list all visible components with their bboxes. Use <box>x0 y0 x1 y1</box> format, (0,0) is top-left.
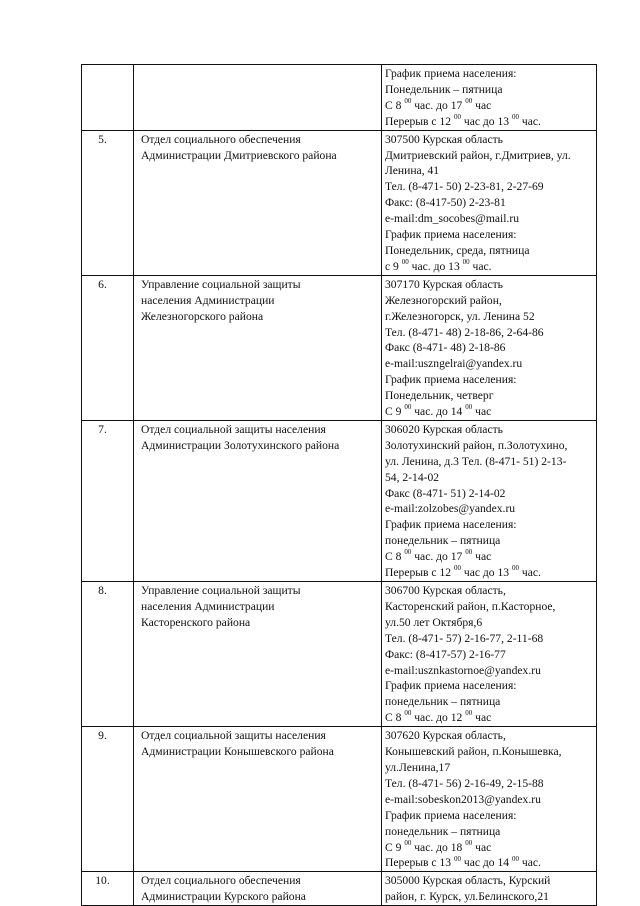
contact-line <box>385 277 593 293</box>
office-contacts <box>382 420 597 581</box>
contact-text: час <box>472 840 492 854</box>
office-name-line: Администрации Конышевского района <box>141 745 334 759</box>
superscript-minutes: 00 <box>404 96 412 105</box>
contact-line <box>385 824 593 840</box>
contact-text: час <box>472 405 492 419</box>
contact-text: час. до 17 <box>411 550 466 564</box>
contact-text: 306700 Курская область, <box>385 584 506 597</box>
office-contacts <box>382 130 597 275</box>
contact-text: Дмитриевский район, г.Дмитриев, ул. <box>385 148 571 162</box>
contact-text: Факс: (8-417-50) 2-23-81 <box>385 196 506 210</box>
contact-line <box>385 792 593 808</box>
contact-text: час до 14 <box>460 856 512 870</box>
contact-text: понедельник – пятница <box>385 824 501 838</box>
offices-table-body <box>82 65 597 906</box>
contact-text: График приема населения: <box>385 808 517 822</box>
contact-text: час. до 18 <box>411 840 466 854</box>
row-number: 6. <box>82 275 134 420</box>
contact-line <box>385 840 593 856</box>
contact-text: ул. Ленина, д.3 Тел. (8-471- 51) 2-13- <box>385 454 567 468</box>
contact-line <box>385 356 593 372</box>
contact-text: С 8 <box>385 550 405 564</box>
contact-text: ул.Ленина,17 <box>385 760 451 774</box>
contact-text: час до 13 <box>460 114 512 128</box>
superscript-minutes: 00 <box>465 548 473 557</box>
contact-text: Перерыв с 13 <box>385 856 454 870</box>
contact-text: ул.50 лет Октября,6 <box>385 615 483 629</box>
contact-text: час. до 14 <box>411 405 466 419</box>
office-name-line: Отдел социальной защиты населения <box>141 729 326 743</box>
contact-line <box>385 486 593 502</box>
contact-line <box>385 583 593 599</box>
contact-line <box>385 163 593 179</box>
contact-text: час. <box>469 259 492 273</box>
table-row <box>82 420 597 581</box>
contact-text: e-mail:dm_socobes@mail.ru <box>385 212 519 226</box>
contact-line <box>385 599 593 615</box>
office-name-line: Отдел социальной защиты населения <box>141 422 326 436</box>
contact-text: час. <box>518 856 541 870</box>
contact-text: Перерыв с 12 <box>385 114 454 128</box>
contact-line <box>385 388 593 404</box>
office-name-line: Управление социальной защиты <box>141 584 301 597</box>
contact-text: г.Железногорск, ул. Ленина 52 <box>385 309 535 323</box>
superscript-minutes: 00 <box>511 112 519 121</box>
office-name <box>134 727 382 872</box>
contact-text: час. <box>518 566 541 580</box>
office-name <box>134 130 382 275</box>
office-contacts <box>382 275 597 420</box>
contact-line <box>385 325 593 341</box>
contact-line <box>385 132 593 148</box>
contact-text: Факс (8-471- 51) 2-14-02 <box>385 486 506 500</box>
office-name-line: Администрации Золотухинского района <box>141 438 340 452</box>
contact-text: Железногорский район, <box>385 293 502 307</box>
contact-line <box>385 114 593 130</box>
contact-text: Тел. (8-471- 56) 2-16-49, 2-15-88 <box>385 776 544 790</box>
contact-line <box>385 470 593 486</box>
contact-text: График приема населения: <box>385 373 517 387</box>
contact-line <box>385 549 593 565</box>
superscript-minutes: 00 <box>453 854 461 863</box>
office-name <box>134 872 382 906</box>
contact-text: e-mail:sobeskon2013@yandex.ru <box>385 792 541 806</box>
contact-line <box>385 259 593 275</box>
contact-text: 307500 Курская область <box>385 132 503 146</box>
contact-text: район, г. Курск, ул.Белинского,21 <box>385 890 549 904</box>
contact-line <box>385 533 593 549</box>
table-row <box>82 275 597 420</box>
contact-text: 54, 2-14-02 <box>385 470 440 484</box>
superscript-minutes: 00 <box>462 258 470 267</box>
contact-line <box>385 501 593 517</box>
superscript-minutes: 00 <box>401 258 409 267</box>
contact-text: час <box>472 550 492 564</box>
superscript-minutes: 00 <box>404 403 412 412</box>
offices-table <box>81 64 597 906</box>
superscript-minutes: 00 <box>465 838 473 847</box>
contact-text: с 9 <box>385 259 402 273</box>
contact-text: час <box>472 98 492 112</box>
contact-line <box>385 195 593 211</box>
superscript-minutes: 00 <box>404 709 412 718</box>
contact-line <box>385 565 593 581</box>
contact-text: Ленина, 41 <box>385 164 440 178</box>
contact-text: 306020 Курская область <box>385 422 503 436</box>
contact-line <box>385 454 593 470</box>
table-row <box>82 872 597 906</box>
contact-line <box>385 873 593 889</box>
contact-line <box>385 615 593 631</box>
superscript-minutes: 00 <box>453 112 461 121</box>
row-number: 7. <box>82 420 134 581</box>
contact-text: С 9 <box>385 405 405 419</box>
office-name-line: Администрации Курского района <box>141 890 306 904</box>
contact-line <box>385 808 593 824</box>
contact-text: Факс (8-471- 48) 2-18-86 <box>385 341 506 355</box>
contact-text: e-mail:zolzobes@yandex.ru <box>385 502 516 516</box>
office-name <box>134 65 382 131</box>
contact-text: 305000 Курская область, Курский <box>385 874 551 888</box>
contact-line <box>385 372 593 388</box>
office-name-line: Отдел социального обеспечения <box>141 132 301 146</box>
contact-line <box>385 678 593 694</box>
superscript-minutes: 00 <box>404 548 412 557</box>
contact-text: Тел. (8-471- 48) 2-18-86, 2-64-86 <box>385 325 544 339</box>
contact-text: График приема населения: <box>385 67 517 80</box>
office-name-line: населения Администрации <box>141 599 275 613</box>
table-row <box>82 65 597 131</box>
office-name-line: Отдел социального обеспечения <box>141 874 301 888</box>
contact-line <box>385 422 593 438</box>
contact-text: Конышевский район, п.Конышевка, <box>385 745 562 759</box>
contact-text: Тел. (8-471- 50) 2-23-81, 2-27-69 <box>385 180 544 194</box>
contact-text: Понедельник, среда, пятница <box>385 243 530 257</box>
contact-line <box>385 179 593 195</box>
contact-text: Тел. (8-471- 57) 2-16-77, 2-11-68 <box>385 631 544 645</box>
office-name <box>134 420 382 581</box>
office-name-line: Железногорского района <box>141 309 264 323</box>
contact-text: Касторенский район, п.Касторное, <box>385 599 556 613</box>
contact-text: час. до 13 <box>408 259 463 273</box>
contact-line <box>385 889 593 905</box>
contact-text: час. до 17 <box>411 98 466 112</box>
superscript-minutes: 00 <box>511 854 519 863</box>
contact-line <box>385 694 593 710</box>
table-row <box>82 582 597 727</box>
office-name-line: Управление социальной защиты <box>141 277 301 291</box>
row-number: 8. <box>82 582 134 727</box>
contact-text: e-mail:uszngelrai@yandex.ru <box>385 357 523 371</box>
contact-text: С 8 <box>385 711 405 725</box>
contact-text: График приема населения: <box>385 679 517 693</box>
office-name-line: Касторенского района <box>141 615 251 629</box>
contact-line <box>385 309 593 325</box>
office-name-line: населения Администрации <box>141 293 275 307</box>
contact-text: График приема населения: <box>385 228 517 242</box>
contact-line <box>385 744 593 760</box>
contact-text: час. до 12 <box>411 711 466 725</box>
superscript-minutes: 00 <box>404 838 412 847</box>
table-row <box>82 130 597 275</box>
superscript-minutes: 00 <box>511 564 519 573</box>
superscript-minutes: 00 <box>453 564 461 573</box>
contact-line <box>385 404 593 420</box>
contact-text: понедельник – пятница <box>385 695 501 709</box>
contact-text: час до 13 <box>460 566 512 580</box>
contact-text: Факс: (8-417-57) 2-16-77 <box>385 647 506 661</box>
contact-line <box>385 66 593 82</box>
contact-text: График приема населения: <box>385 518 517 532</box>
contact-text: час <box>472 711 492 725</box>
contact-line <box>385 728 593 744</box>
superscript-minutes: 00 <box>465 709 473 718</box>
contact-text: С 8 <box>385 98 405 112</box>
row-number: 10. <box>82 872 134 906</box>
superscript-minutes: 00 <box>465 96 473 105</box>
contact-line <box>385 855 593 871</box>
contact-text: С 9 <box>385 840 405 854</box>
office-name-line: Администрации Дмитриевского района <box>141 148 337 162</box>
office-contacts <box>382 582 597 727</box>
contact-line <box>385 82 593 98</box>
contact-text: Золотухинский район, п.Золотухино, <box>385 438 568 452</box>
office-contacts <box>382 65 597 131</box>
contact-line <box>385 710 593 726</box>
contact-line <box>385 647 593 663</box>
contact-text: Перерыв с 12 <box>385 566 454 580</box>
contact-text: 307620 Курская область, <box>385 729 506 743</box>
contact-line <box>385 760 593 776</box>
contact-line <box>385 517 593 533</box>
office-contacts <box>382 727 597 872</box>
row-number <box>82 65 134 131</box>
row-number: 5. <box>82 130 134 275</box>
table-row <box>82 727 597 872</box>
contact-line <box>385 227 593 243</box>
contact-line <box>385 243 593 259</box>
office-name <box>134 582 382 727</box>
contact-text: час. <box>518 114 541 128</box>
contact-text: 307170 Курская область <box>385 277 503 291</box>
contact-line <box>385 438 593 454</box>
row-number: 9. <box>82 727 134 872</box>
office-name <box>134 275 382 420</box>
contact-text: Понедельник – пятница <box>385 82 503 96</box>
contact-text: понедельник – пятница <box>385 534 501 548</box>
contact-line <box>385 293 593 309</box>
contact-line <box>385 663 593 679</box>
contact-line <box>385 98 593 114</box>
contact-line <box>385 148 593 164</box>
contact-text: Понедельник, четверг <box>385 389 494 403</box>
contact-line <box>385 211 593 227</box>
contact-text: e-mail:usznkastornoe@yandex.ru <box>385 663 541 677</box>
superscript-minutes: 00 <box>465 403 473 412</box>
office-contacts <box>382 872 597 906</box>
contact-line <box>385 776 593 792</box>
contact-line <box>385 631 593 647</box>
contact-line <box>385 340 593 356</box>
